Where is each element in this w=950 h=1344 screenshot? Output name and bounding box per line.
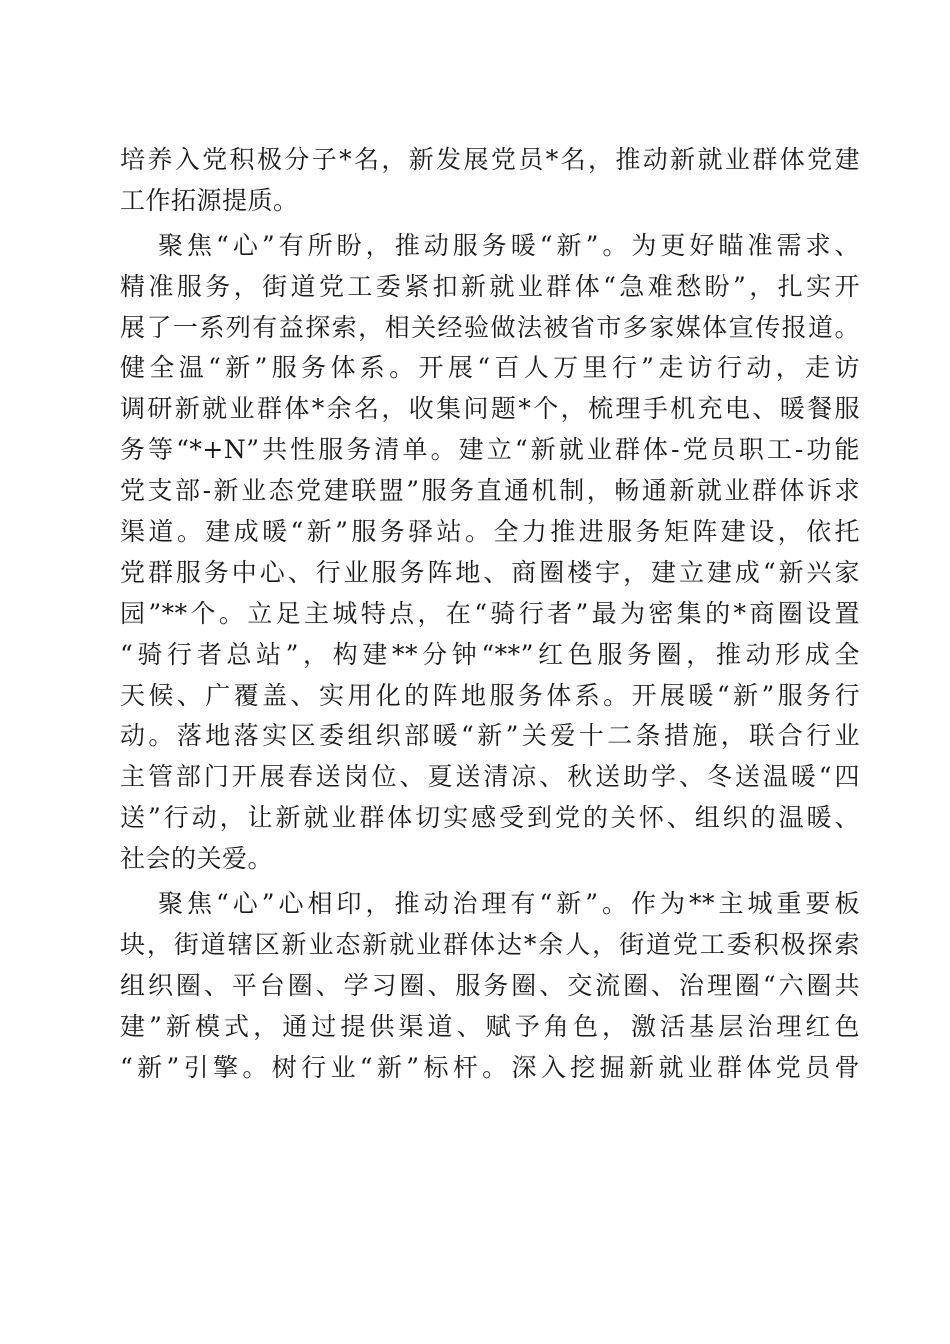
text-line: 送”行动，让新就业群体切实感受到党的关怀、组织的温暖、 [120, 803, 860, 833]
text-line: 务等“*+N”共性服务清单。建立“新就业群体-党员职工-功能 [120, 435, 860, 465]
text-line: 动。落地落实区委组织部暖“新”关爱十二条措施，联合行业 [120, 721, 860, 751]
text-line: 健全温“新”服务体系。开展“百人万里行”走访行动，走访 [120, 353, 860, 383]
paragraph-2 [120, 226, 860, 880]
text-line: 块，街道辖区新业态新就业群体达*余人，街道党工委积极探索 [120, 929, 860, 959]
text-line: 建”新模式，通过提供渠道、赋予角色，激活基层治理红色 [120, 1011, 860, 1041]
text-line: 渠道。建成暖“新”服务驿站。全力推进服务矩阵建设，依托 [120, 517, 860, 547]
body-text [120, 140, 860, 1088]
text-line: 调研新就业群体*余名，收集问题*个，梳理手机充电、暖餐服 [120, 394, 860, 424]
text-line: 天候、广覆盖、实用化的阵地服务体系。开展暖“新”服务行 [120, 680, 860, 710]
text-line: 培养入党积极分子*名，新发展党员*名，推动新就业群体党建 [120, 145, 860, 174]
text-line: 聚焦“心”心相印，推动治理有“新”。作为**主城重要板 [158, 889, 860, 919]
text-line: 组织圈、平台圈、学习圈、服务圈、交流圈、治理圈“六圈共 [120, 970, 860, 1000]
text-line: 园”**个。立足主城特点，在“骑行者”最为密集的*商圈设置 [120, 598, 860, 628]
text-line: “新”引擎。树行业“新”标杆。深入挖掘新就业群体党员骨 [120, 1052, 860, 1082]
text-line: 展了一系列有益探索，相关经验做法被省市多家媒体宣传报道。 [120, 312, 860, 342]
text-line: 社会的关爱。 [120, 844, 274, 874]
text-line: 聚焦“心”有所盼，推动服务暖“新”。为更好瞄准需求、 [158, 230, 860, 260]
text-line: 工作拓源提质。 [120, 185, 299, 215]
text-line: 主管部门开展春送岗位、夏送清凉、秋送助学、冬送温暖“四 [120, 762, 860, 792]
text-line: 党群服务中心、行业服务阵地、商圈楼宇，建立建成“新兴家 [120, 557, 860, 587]
text-line: 精准服务，街道党工委紧扣新就业群体“急难愁盼”，扎实开 [120, 271, 860, 301]
text-line: “骑行者总站”，构建**分钟“**”红色服务圈，推动形成全 [120, 639, 860, 669]
text-line: 党支部-新业态党建联盟”服务直通机制，畅通新就业群体诉求 [120, 476, 860, 506]
paragraph-3 [120, 884, 860, 1088]
paragraph-1 [120, 140, 860, 222]
